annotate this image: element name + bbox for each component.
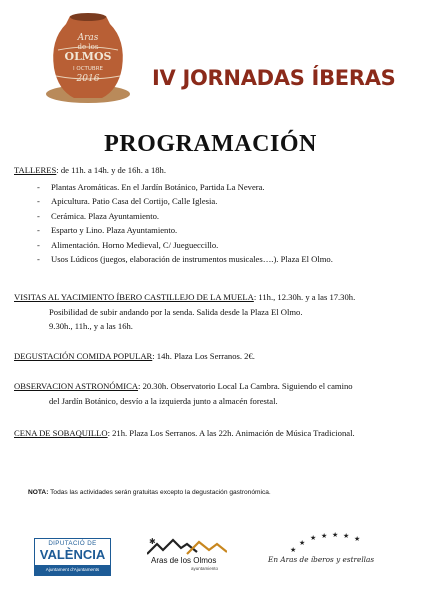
nota [28, 489, 271, 496]
cena-section [14, 427, 414, 440]
svg-text:★: ★ [343, 532, 350, 540]
stars-arc-icon [288, 532, 378, 554]
visitas-section [14, 290, 414, 334]
degustacion-text: : 14h. Plaza Los Serranos. 2€. [152, 351, 255, 361]
mountains-icon [147, 536, 227, 556]
diputacio-logo [34, 538, 111, 576]
nota-label: NOTA: [28, 489, 49, 496]
header [0, 0, 421, 110]
degustacion-label: DEGUSTACIÓN COMIDA POPULAR [14, 351, 153, 361]
svg-text:★: ★ [299, 539, 306, 547]
talleres-time: : de 11h. a 14h. y de 16h. a 18h. [56, 165, 166, 175]
svg-text:★: ★ [354, 535, 361, 543]
diputacio-main: VALÈNCIA [39, 547, 106, 562]
aras-de-los-olmos-logo [143, 534, 233, 578]
visitas-label: VISITAS AL YACIMIENTO ÍBERO CASTILLEJO DE LA MUELA [14, 292, 254, 302]
list-item: - Plantas Aromáticas. En el Jardín Botánico, Partida La Nevera. [37, 180, 414, 195]
svg-text:OLMOS: OLMOS [64, 50, 112, 63]
talleres-label: TALLERES [14, 165, 57, 175]
olmos-sub: ayuntamiento [191, 566, 219, 571]
observacion-line2: del Jardín Botánico, desvío a la izquierda junto a almacén forestal. [49, 395, 278, 406]
visitas-time: : 11h., 12.30h. y a las 17.30h. [253, 292, 356, 302]
nota-text: Todas las actividades serán gratuitas excepto la degustación gastronómica. [48, 489, 271, 496]
iberos-estrellas-logo [268, 532, 388, 576]
stars-text: En Aras de íberos y estrellas [268, 555, 375, 564]
svg-text:2016: 2016 [76, 74, 100, 84]
svg-text:★: ★ [310, 534, 317, 542]
page-title: PROGRAMACIÓN [104, 131, 317, 157]
observacion-text: : 20.30h. Observatorio Local La Cambra. Siguiendo el camino [138, 381, 353, 391]
diputacio-top: DIPUTACIÓ DE [48, 540, 97, 547]
diputacio-bar: Ajuntament d'Ajuntaments [35, 565, 110, 575]
svg-text:★: ★ [332, 532, 339, 539]
list-item: - Alimentación. Horno Medieval, C/ Juegueccillo. [37, 238, 414, 253]
list-item: - Cerámica. Plaza Ayuntamiento. [37, 209, 414, 224]
cena-text: : 21h. Plaza Los Serranos. A las 22h. Animación de Música Tradicional. [107, 428, 355, 438]
footer-logos [0, 528, 421, 588]
list-item: - Apicultura. Patio Casa del Cortijo, Calle Iglesia. [37, 194, 414, 209]
jornadas-pot-logo [44, 10, 132, 106]
cena-label: CENA DE SOBAQUILLO [14, 428, 108, 438]
visitas-line2: Posibilidad de subir andando por la senda. Salida desde la Plaza El Olmo. [49, 306, 303, 317]
list-item: - Esparto y Lino. Plaza Ayuntamiento. [37, 223, 414, 238]
observacion-section [14, 379, 414, 408]
talleres-section [14, 164, 414, 267]
event-title: IV JORNADAS ÍBERAS [152, 66, 396, 90]
olmos-name: Aras de los Olmos [151, 556, 217, 565]
svg-text:★: ★ [321, 532, 328, 540]
visitas-line3: 9.30h., 11h., y a las 16h. [49, 321, 133, 331]
observacion-label: OBSERVACION ASTRONÓMICA [14, 381, 139, 391]
svg-text:Aras: Aras [77, 33, 99, 43]
list-item: - Usos Lúdicos (juegos, elaboración de instrumentos musicales….). Plaza El Olmo. [37, 252, 414, 267]
svg-text:de los: de los [77, 43, 99, 51]
svg-text:✱: ✱ [149, 537, 156, 546]
svg-text:I OCTUBRE: I OCTUBRE [73, 66, 103, 72]
degustacion-section [14, 350, 414, 363]
svg-text:★: ★ [290, 546, 297, 554]
